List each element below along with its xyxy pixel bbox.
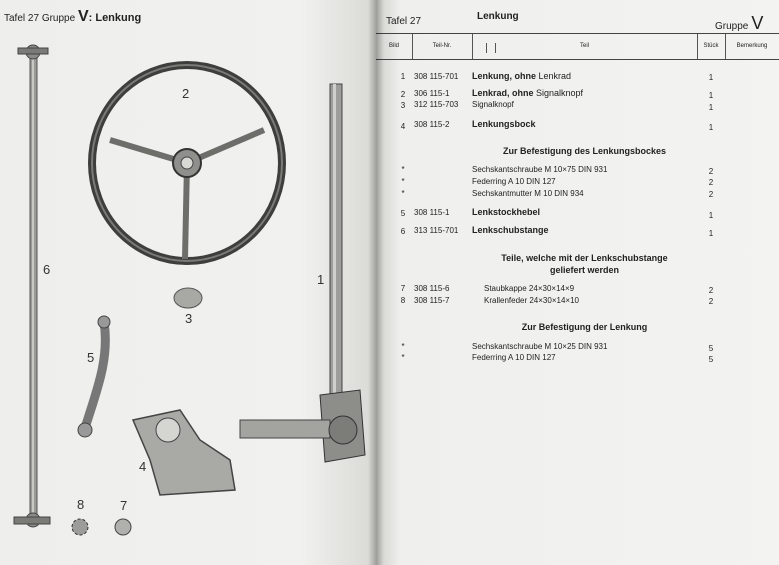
dust-cap-drawing <box>115 519 131 535</box>
row-11-teil: Krallenfeder 24×30×14×10 <box>484 296 579 305</box>
callout-6: 6 <box>43 262 51 277</box>
row-2-teil: Lenkrad, ohne Signalknopf <box>472 88 584 98</box>
row-3-teil-nr: 312 115-703 <box>414 100 459 109</box>
callout-4: 4 <box>139 459 147 474</box>
row-13-teil: Federring A 10 DIN 127 <box>472 353 556 362</box>
row-1-teil-nr: 308 115-701 <box>414 72 459 81</box>
callout-7: 7 <box>120 498 128 513</box>
right-page <box>376 0 779 565</box>
pitman-arm-drawing <box>78 316 110 437</box>
right-gruppe <box>715 13 763 34</box>
horn-button-drawing <box>174 288 202 308</box>
header-tick-marks <box>486 43 500 55</box>
row-12-bild: * <box>401 342 405 351</box>
row-1-stueck: 1 <box>708 73 714 82</box>
row-7-stueck: 2 <box>708 190 714 199</box>
right-title: Lenkung <box>477 11 519 22</box>
row-11-bild: 8 <box>400 296 406 305</box>
row-10-stueck: 2 <box>708 286 714 295</box>
row-11-teil-nr: 308 115-7 <box>414 296 450 305</box>
row-6-stueck: 2 <box>708 178 714 187</box>
row-9-teil: Lenkschubstange <box>472 225 549 235</box>
row-8-bild: 5 <box>400 209 406 218</box>
row-13-bild: * <box>401 353 405 362</box>
col-teil: Teil <box>579 43 589 49</box>
row-7-bild: * <box>401 189 405 198</box>
col-teil-nr: Teil-Nr. <box>432 43 452 49</box>
row-4-teil: Lenkungsbock <box>472 119 536 129</box>
row-10-teil: Staubkappe 24×30×14×9 <box>484 284 575 293</box>
row-8-teil: Lenkstockhebel <box>472 207 541 217</box>
row-8-stueck: 1 <box>708 211 714 220</box>
section-schub-heading-2: geliefert werden <box>549 265 620 275</box>
callout-1: 1 <box>317 272 325 287</box>
row-3-stueck: 1 <box>708 103 714 112</box>
steering-column-drawing <box>240 84 365 462</box>
left-gruppe-letter: V <box>77 8 89 25</box>
callout-3: 3 <box>185 311 193 326</box>
right-tafel: Tafel 27 <box>386 16 422 27</box>
row-3-bild: 3 <box>400 101 406 110</box>
row-4-bild: 4 <box>400 122 406 131</box>
row-1-bild: 1 <box>400 72 406 81</box>
left-gruppe: Gruppe <box>41 13 76 24</box>
row-13-stueck: 5 <box>708 355 714 364</box>
row-9-stueck: 1 <box>708 229 714 238</box>
row-10-teil-nr: 308 115-6 <box>414 284 450 293</box>
row-12-stueck: 5 <box>708 344 714 353</box>
book-gutter <box>368 0 384 565</box>
section-bock-heading: Zur Befestigung des Lenkungsbockes <box>502 146 667 156</box>
section-lenkung-heading: Zur Befestigung der Lenkung <box>521 322 648 332</box>
row-6-bild: * <box>401 177 405 186</box>
left-page <box>0 0 376 565</box>
section-schub-heading-1: Teile, welche mit der Lenkschubstange <box>501 253 668 263</box>
callout-8: 8 <box>77 497 85 512</box>
row-12-teil: Sechskantschraube M 10×25 DIN 931 <box>472 342 608 351</box>
callout-2: 2 <box>182 86 190 101</box>
row-5-bild: * <box>401 165 405 174</box>
col-bemerkung: Bemerkung <box>736 43 768 49</box>
row-9-teil-nr: 313 115-701 <box>414 226 459 235</box>
right-gruppe-letter: V <box>751 13 764 33</box>
row-1-teil: Lenkung, ohne Lenkrad <box>472 71 572 81</box>
row-9-bild: 6 <box>400 227 406 236</box>
row-2-teil-nr: 306 115-1 <box>414 89 450 98</box>
steering-bracket-drawing <box>133 410 235 495</box>
left-tafel: Tafel 27 <box>4 13 40 24</box>
right-gruppe-label: Gruppe <box>715 21 749 32</box>
col-bild: Bild <box>388 43 399 49</box>
row-3-teil: Signalknopf <box>472 100 514 109</box>
tie-rod-drawing <box>14 45 50 527</box>
row-4-teil-nr: 308 115-2 <box>414 120 450 129</box>
row-8-teil-nr: 308 115-1 <box>414 208 450 217</box>
row-2-bild: 2 <box>400 90 406 99</box>
row-5-stueck: 2 <box>708 167 714 176</box>
claw-spring-drawing <box>72 519 88 535</box>
row-6-teil: Federring A 10 DIN 127 <box>472 177 556 186</box>
row-2-stueck: 1 <box>708 91 714 100</box>
callout-5: 5 <box>87 350 95 365</box>
left-title: : Lenkung <box>88 12 142 24</box>
row-7-teil: Sechskantmutter M 10 DIN 934 <box>472 189 584 198</box>
row-10-bild: 7 <box>400 284 406 293</box>
row-4-stueck: 1 <box>708 123 714 132</box>
row-11-stueck: 2 <box>708 297 714 306</box>
row-5-teil: Sechskantschraube M 10×75 DIN 931 <box>472 165 608 174</box>
table-header <box>376 33 779 60</box>
col-stueck: Stück <box>703 43 719 49</box>
